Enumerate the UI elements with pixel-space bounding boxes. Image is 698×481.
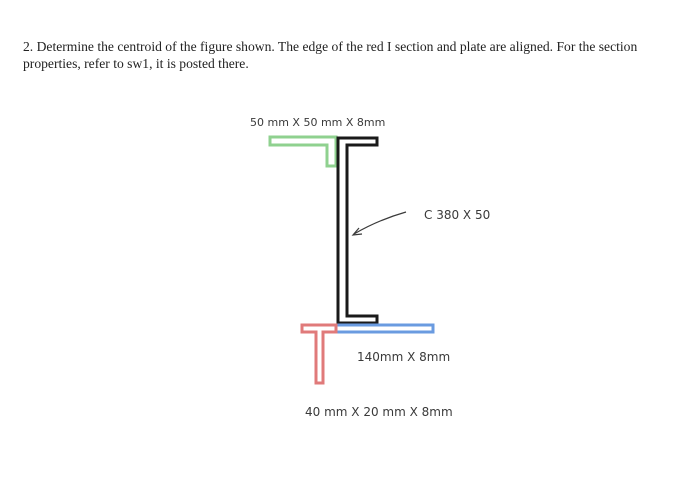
tee-shape xyxy=(302,325,336,383)
plate-label: 140mm X 8mm xyxy=(357,350,451,364)
angle-label: 50 mm X 50 mm X 8mm xyxy=(250,116,386,129)
tee-section xyxy=(302,325,336,383)
channel-label: C 380 X 50 xyxy=(424,208,491,222)
plate-shape xyxy=(336,325,433,332)
angle-section xyxy=(270,137,336,166)
angle-shape xyxy=(270,137,336,166)
tee-label: 40 mm X 20 mm X 8mm xyxy=(305,405,453,419)
plate-section xyxy=(336,325,433,332)
leader-line xyxy=(354,212,406,234)
problem-statement: 2. Determine the centroid of the figure shown. The edge of the red I section and plate are aligned. For the section properties, refer to sw1, it is posted there. xyxy=(23,39,638,71)
channel-leader xyxy=(353,212,406,235)
